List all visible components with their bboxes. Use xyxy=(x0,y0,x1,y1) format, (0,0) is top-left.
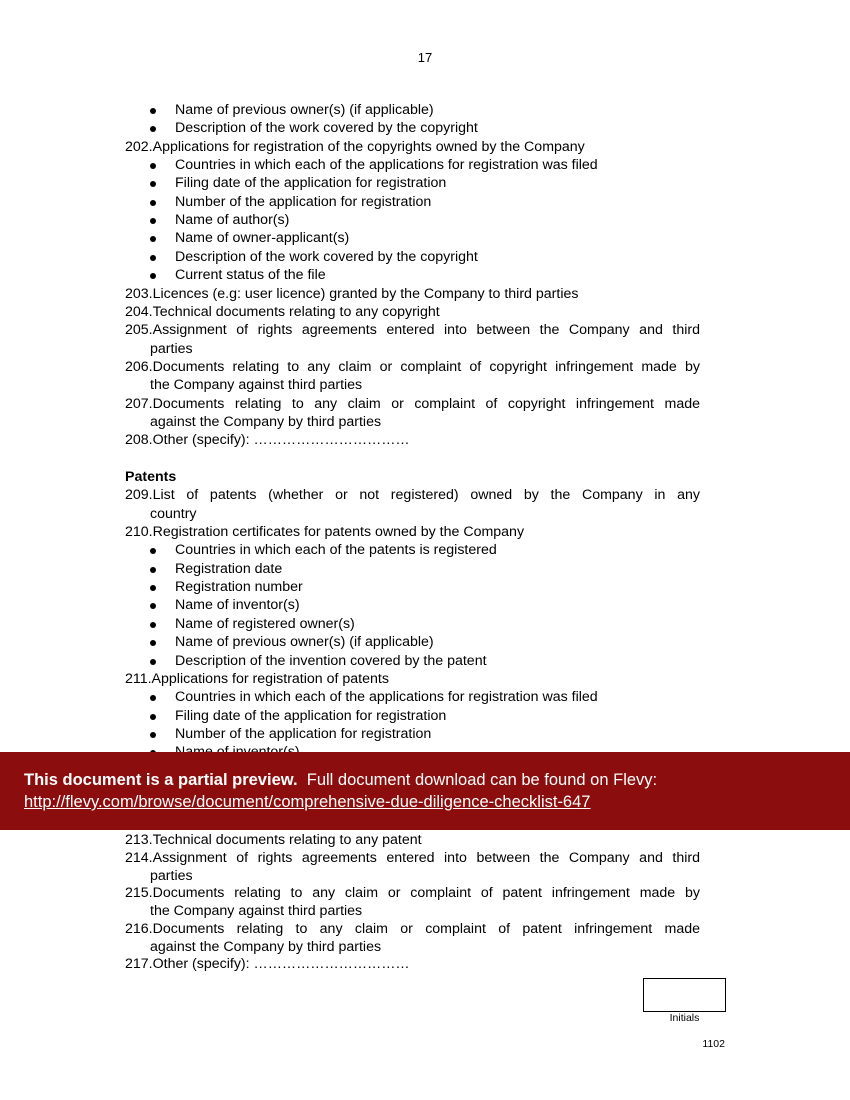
bullet-item: Current status of the file xyxy=(175,267,326,284)
item-continuation: parties xyxy=(150,867,193,884)
bullet-item: Name of registered owner(s) xyxy=(175,615,355,632)
bullet-item: Filing date of the application for registration xyxy=(175,175,447,192)
bullet-item: Name of previous owner(s) (if applicable) xyxy=(175,102,434,118)
bullet-icon xyxy=(150,236,156,242)
footer-page-number: 1102 xyxy=(702,1038,725,1050)
item-continuation: the Company against third parties xyxy=(150,377,363,394)
banner-message xyxy=(24,771,657,790)
bullet-icon xyxy=(150,603,156,609)
numbered-item: 207.Documents relating to any claim or complaint of copyright infringement made xyxy=(125,395,700,412)
bullet-icon xyxy=(150,714,156,720)
numbered-item: 208.Other (specify): …………………………… xyxy=(125,432,410,449)
numbered-item: 205.Assignment of rights agreements entered into between the Company and third xyxy=(125,322,700,339)
bullet-icon xyxy=(150,585,156,591)
numbered-item: 206.Documents relating to any claim or complaint of copyright infringement made by xyxy=(125,358,700,375)
numbered-item: 203.Licences (e.g: user licence) granted by the Company to third parties xyxy=(125,285,579,302)
bullet-icon xyxy=(150,255,156,261)
preview-banner xyxy=(0,752,850,830)
item-continuation: parties xyxy=(150,340,193,357)
bullet-item: Name of owner-applicant(s) xyxy=(175,230,350,247)
numbered-item: 214.Assignment of rights agreements entered into between the Company and third xyxy=(125,849,700,866)
initials-box[interactable] xyxy=(643,978,726,1012)
numbered-item: 211.Applications for registration of patents xyxy=(125,670,389,687)
bullet-item: Number of the application for registration xyxy=(175,193,432,210)
bullet-item: Countries in which each of the applications for registration was filed xyxy=(175,689,598,706)
item-continuation: the Company against third parties xyxy=(150,903,363,919)
bullet-icon xyxy=(150,622,156,628)
bullet-icon xyxy=(150,200,156,206)
numbered-item: 210.Registration certificates for patents owned by the Company xyxy=(125,524,525,541)
banner-text: Full document download can be found on Flevy: xyxy=(306,771,658,789)
bullet-item: Registration number xyxy=(175,579,303,596)
bullet-icon xyxy=(150,218,156,224)
numbered-item: 216.Documents relating to any claim or complaint of patent infringement made xyxy=(125,920,700,937)
numbered-item: 209.List of patents (whether or not registered) owned by the Company in any xyxy=(125,487,700,504)
bullet-icon xyxy=(150,126,156,132)
page-number: 17 xyxy=(417,50,433,65)
bullet-item: Name of previous owner(s) (if applicable) xyxy=(175,634,434,651)
numbered-item: 217.Other (specify): …………………………… xyxy=(125,956,410,973)
numbered-item: 213.Technical documents relating to any patent xyxy=(125,832,422,848)
bullet-icon xyxy=(150,640,156,646)
bullet-icon xyxy=(150,695,156,701)
bullet-item: Description of the work covered by the copyright xyxy=(175,120,478,137)
bullet-icon xyxy=(150,567,156,573)
banner-bold-text: This document is a partial preview. xyxy=(24,771,298,789)
bullet-icon xyxy=(150,163,156,169)
bullet-item: Name of inventor(s) xyxy=(175,597,300,614)
section-heading: Patents xyxy=(125,469,177,485)
bullet-item: Filing date of the application for registration xyxy=(175,707,447,724)
bullet-item: Description of the work covered by the copyright xyxy=(175,248,478,265)
bullet-item: Registration date xyxy=(175,560,283,577)
bullet-icon xyxy=(150,108,156,114)
numbered-item: 204.Technical documents relating to any copyright xyxy=(125,303,440,320)
bullet-item: Number of the application for registration xyxy=(175,725,432,742)
bullet-item: Countries in which each of the patents is registered xyxy=(175,542,497,559)
item-continuation: against the Company by third parties xyxy=(150,938,382,955)
bullet-icon xyxy=(150,659,156,665)
bullet-icon xyxy=(150,181,156,187)
bullet-icon xyxy=(150,732,156,738)
numbered-item: 215.Documents relating to any claim or complaint of patent infringement made by xyxy=(125,885,700,902)
bullet-item: Name of author(s) xyxy=(175,212,290,229)
initials-label: Initials xyxy=(669,1012,700,1024)
item-continuation: against the Company by third parties xyxy=(150,413,382,430)
bullet-icon xyxy=(150,273,156,279)
download-link[interactable]: http://flevy.com/browse/document/comprehensive-due-diligence-checklist-647 xyxy=(24,793,591,811)
bullet-item: Countries in which each of the applications for registration was filed xyxy=(175,157,598,174)
item-continuation: country xyxy=(150,505,197,522)
bullet-item: Description of the invention covered by the patent xyxy=(175,652,487,669)
numbered-item: 202.Applications for registration of the copyrights owned by the Company xyxy=(125,138,585,155)
bullet-icon xyxy=(150,548,156,554)
